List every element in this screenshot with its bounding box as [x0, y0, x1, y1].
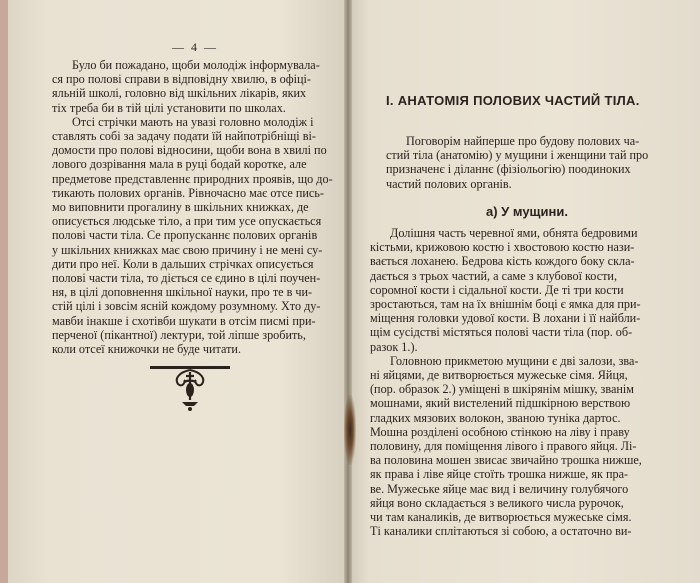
text-line: дається з трьох частий, а саме з клубової кости, — [370, 268, 618, 283]
text-line: частий полових органів. — [386, 176, 512, 191]
text-line: призначенє і діланнє (фізіольогію) поодиноких — [386, 162, 631, 177]
text-line: соромної кости і сідальної кости. Де ті три кости — [370, 282, 624, 297]
text-line: стий тіла (анатомію) у мущини і женщини тай про — [386, 148, 649, 163]
text-line: полові части тіла. Се пропусканнє полових органів — [52, 228, 318, 243]
text-line: Ті каналики сплітаються зі собою, а остаточно ви- — [370, 524, 632, 539]
page-number: — 4 — — [172, 40, 218, 54]
text-line: яйця воно складається з великого числа рурочок, — [370, 495, 624, 510]
page-stain — [344, 395, 356, 465]
text-line: Поговорім найперше про будову полових ча- — [406, 134, 640, 148]
text-line: кістьми, крижовою костю і хвостовою костю нази- — [370, 240, 635, 255]
text-line: ся про полові справи в відповідну хвилю, в офіці- — [52, 72, 311, 87]
text-line: вається лоханею. Бедрова кість кождого боку скла- — [370, 254, 635, 269]
text-line: Було би пожадано, щоби молодіж інформувала- — [72, 58, 320, 72]
text-line: описується людське тіло, а при тим усе опускається — [52, 214, 322, 229]
text-line: зростаються, там на їх внішнім боці є ямка для при- — [370, 297, 641, 312]
text-line: мошнами, який вистелений підшкірною верствою — [370, 396, 631, 411]
left-page-text — [52, 58, 337, 356]
text-line: дити про неї. Коли в дальших стрічках описується — [52, 256, 314, 271]
text-line: половину, для поміщення лівого і правого яйця. Лі- — [370, 439, 637, 454]
text-line: полові части тіла, то діється се єдино в цілі поучен- — [52, 271, 321, 286]
text-line: щім сусідстві містяться полові части тіла (пор. об- — [370, 325, 633, 340]
text-line: Головною прикметою мущини є дві залози, зва- — [390, 353, 639, 368]
text-line: домости про полові відносини, щоби вона в хвилі по — [52, 143, 327, 158]
text-line: ве. Мужеське яйце має вид і величину голубячого — [370, 481, 629, 496]
text-line: Мошна розділені особною стінкою на ліву і праву — [370, 424, 630, 439]
text-line: Долішня часть черевної ями, обнята бедровими — [390, 226, 638, 240]
text-line: тикають полових органів. Рівночасно має отсе пись- — [52, 185, 324, 200]
text-line: чи там каналиків, де витворюється мужеське сімя. — [370, 510, 632, 525]
section-heading: а) У мущини. — [486, 204, 568, 219]
intro-paragraph — [386, 134, 676, 191]
fleuron-ornament-icon — [150, 366, 230, 412]
text-line: мавби інакше і схотівби шукати в отсім писмі при- — [52, 313, 316, 328]
text-line: Отсі стрічки мають на увазі головно молодіж і — [72, 114, 314, 129]
book-gutter — [344, 0, 352, 583]
text-line: ня, в цілі доповнення шкільної науки, про те в чи- — [52, 285, 313, 300]
text-line: ставлять собі за задачу подати їй найпотрібніщі ві- — [52, 129, 316, 144]
text-line: стій цілі і зовсім ясній кождому розумному. Хто ду- — [52, 299, 321, 314]
text-line: ні яйцями, де витворюється мужеське сімя. Яйця, — [370, 368, 628, 383]
text-line: міщення головки удової кости. В лохани і її найбли- — [370, 311, 641, 326]
text-line: предметове представленнє природних проявів, що до- — [52, 171, 333, 186]
text-line: яльній школі, головно від шкільних лікарів, яких — [52, 86, 307, 101]
text-line: гладких мязових волокон, званою туніка дартос. — [370, 410, 621, 425]
text-line: коли отсеї книжочки не буде читати. — [52, 342, 241, 357]
text-line: ва половина мошен звисає звичайно трошка нижше, — [370, 453, 642, 468]
chapter-title: І. АНАТОМІЯ ПОЛОВИХ ЧАСТИЙ ТІЛА. — [386, 93, 640, 108]
text-line: мо виповнити прогалину в шкільних книжках, де — [52, 200, 309, 215]
text-line: тіх треба би в тій цілі установити по школах. — [52, 100, 286, 115]
text-line: перченої (пікантної) лектури, той ліпше зробить, — [52, 327, 306, 342]
text-line: разок 1.). — [370, 339, 418, 354]
right-page-text — [370, 226, 682, 538]
text-line: як права і ліве яйце стоїть трошка нижше, як пра- — [370, 467, 629, 482]
text-line: у шкільних книжках має свою причину і не мені су- — [52, 242, 323, 257]
text-line: (пор. образок 2.) уміщені в шкірянім мішку, званім — [370, 382, 634, 397]
text-line: лового дозрівання мала в руці бодай коротке, але — [52, 157, 307, 172]
